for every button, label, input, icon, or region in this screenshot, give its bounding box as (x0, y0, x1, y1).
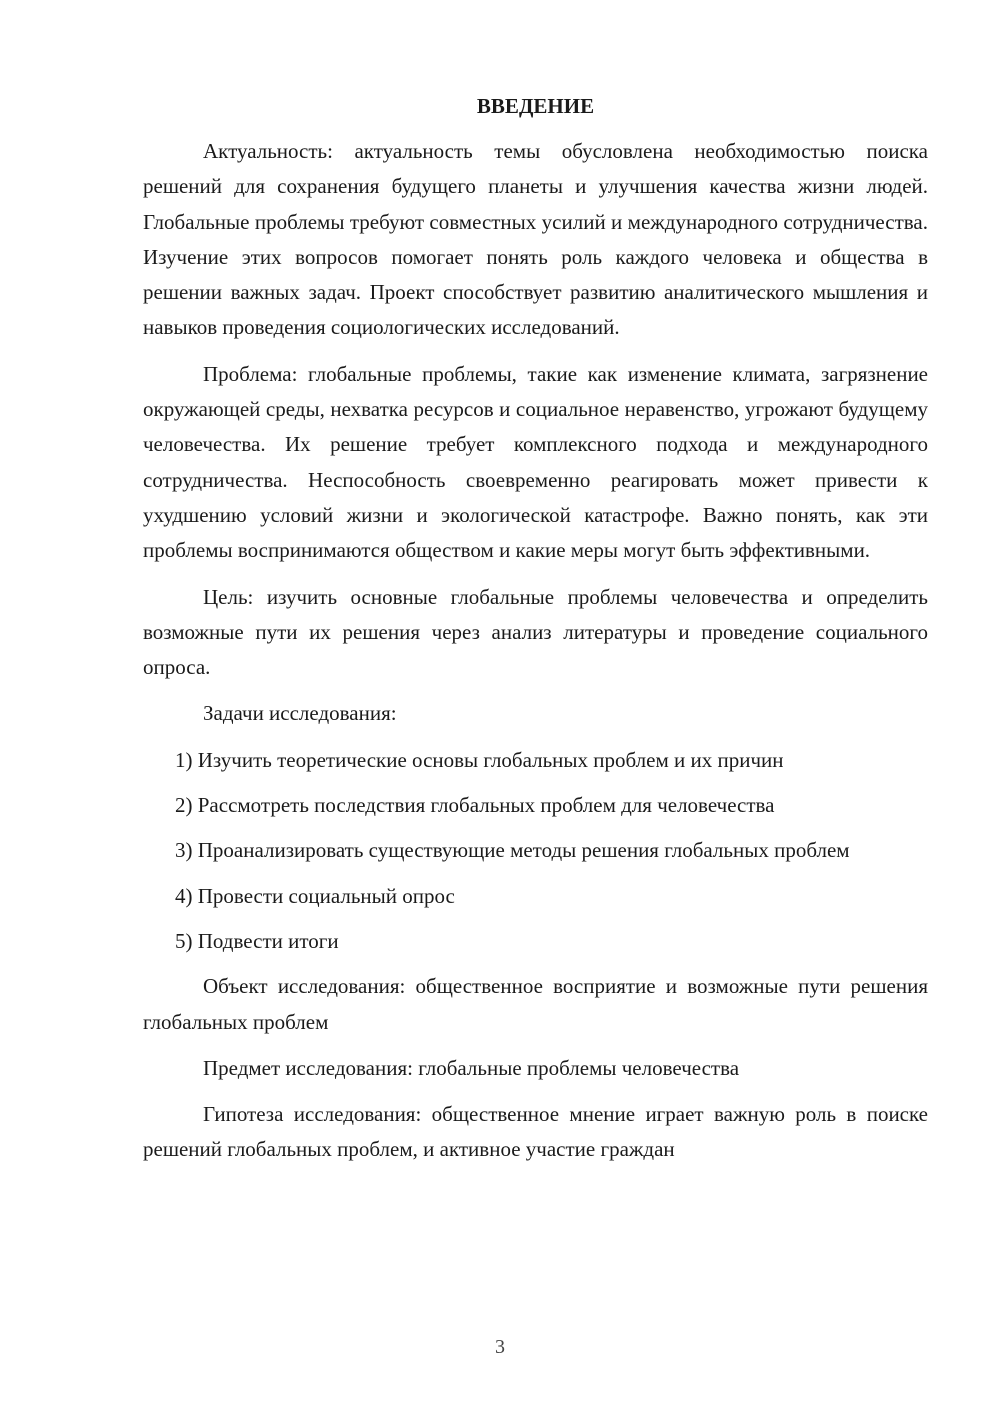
task-item: 2) Рассмотреть последствия глобальных проблем для человечества (175, 793, 775, 818)
tasks-list (143, 743, 928, 959)
object-paragraph: Объект исследования: общественное восприятие и возможные пути решения глобальных проблем (143, 974, 928, 1034)
subject-paragraph: Предмет исследования: глобальные проблемы человечества (203, 1055, 740, 1080)
task-item: 3) Проанализировать существующие методы решения глобальных проблем (175, 838, 850, 863)
problem-paragraph: Проблема: глобальные проблемы, такие как изменение климата, загрязнение окружающей среды, нехватка ресурсов и социальное неравенство, угрожают будущему человечества. Их решение требует комплексного подхода и международного сотрудничества. Неспособность своевременно реагировать может привести к ухудшению условий жизни и экологической катастрофе. Важно понять, как эти проблемы воспринимаются обществом и какие меры могут быть эффективными. (143, 361, 928, 563)
tasks-heading: Задачи исследования: (203, 701, 397, 726)
task-item: 4) Провести социальный опрос (175, 883, 455, 908)
task-item: 1) Изучить теоретические основы глобальных проблем и их причин (175, 747, 784, 772)
section-title: ВВЕДЕНИЕ (476, 94, 595, 118)
task-item: 5) Подвести итоги (175, 928, 339, 953)
page-number: 3 (495, 1336, 505, 1358)
hypothesis-paragraph: Гипотеза исследования: общественное мнение играет важную роль в поиске решений глобальных проблем, и активное участие граждан (143, 1102, 928, 1162)
goal-paragraph: Цель: изучить основные глобальные проблемы человечества и определить возможные пути их решения через анализ литературы и проведение социального опроса. (143, 584, 928, 680)
document-page (143, 92, 928, 1168)
relevance-paragraph: Актуальность: актуальность темы обусловлена необходимостью поиска решений для сохранения будущего планеты и улучшения качества жизни людей. Глобальные проблемы требуют совместных усилий и международного сотрудничества. Изучение этих вопросов помогает понять роль каждого человека и общества в решении важных задач. Проект способствует развитию аналитического мышления и навыков проведения социологических исследований. (143, 139, 928, 340)
